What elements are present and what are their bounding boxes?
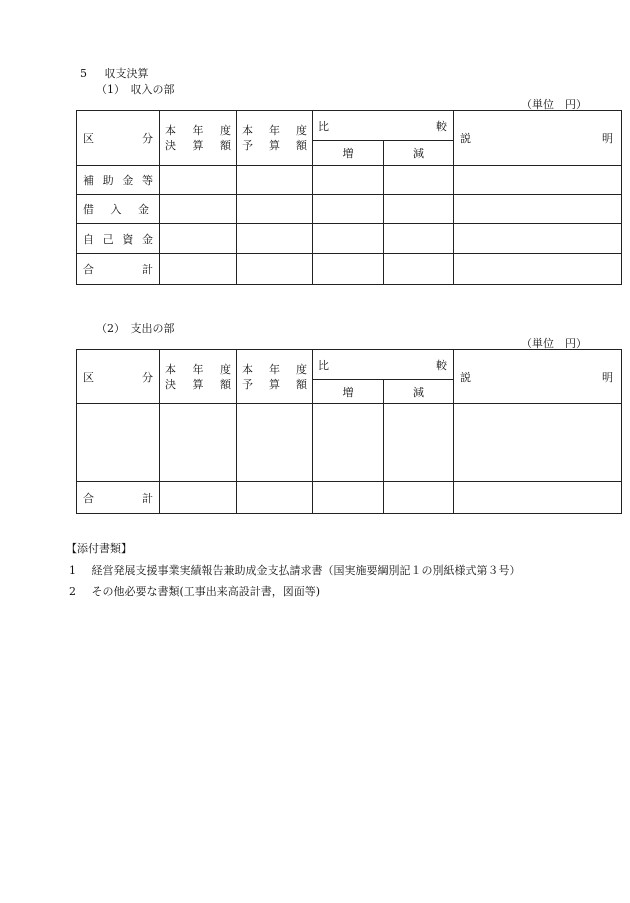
cell: [160, 482, 237, 514]
table-row: [77, 404, 622, 482]
attachment-text: 経営発展支援事業実績報告兼助成金支払請求書（国実施要綱別記１の別紙様式第３号）: [91, 564, 521, 577]
cell: [384, 166, 454, 195]
attachments-heading: 【添付書類】: [66, 542, 132, 555]
header-gen: 減: [384, 141, 454, 166]
cell: [454, 166, 622, 195]
cell: [77, 404, 160, 482]
cell: [237, 254, 313, 285]
header-honnendo-yosan: 本 年 度 予 算 額: [237, 350, 313, 404]
row-label-kariirekin: 借 入 金: [77, 195, 160, 224]
header-honnendo-yosan: 本 年 度 予 算 額: [237, 111, 313, 166]
cell: [454, 482, 622, 514]
cell: [237, 166, 313, 195]
cell: [313, 482, 384, 514]
row-label-goukei: 合 計: [77, 482, 160, 514]
attachment-item: [69, 583, 320, 599]
table-row: [77, 254, 622, 285]
cell: [313, 404, 384, 482]
attachment-number: 2: [69, 585, 76, 598]
cell: [384, 482, 454, 514]
cell: [237, 404, 313, 482]
cell: [313, 166, 384, 195]
cell: [454, 404, 622, 482]
header-kubun: 区 分: [77, 111, 160, 166]
section-title: 収支決算: [104, 67, 149, 80]
expense-table: [76, 349, 622, 514]
income-table: [76, 110, 622, 285]
cell: [313, 195, 384, 224]
header-gen: 減: [384, 380, 454, 404]
cell: [454, 254, 622, 285]
income-label: （1） 収入の部: [96, 83, 175, 96]
row-label-hojokin: 補 助 金 等: [77, 166, 160, 195]
cell: [160, 254, 237, 285]
header-setsumei: 説 明: [454, 350, 622, 404]
cell: [384, 195, 454, 224]
header-zou: 増: [313, 380, 384, 404]
section-number: 5: [80, 67, 87, 80]
cell: [384, 224, 454, 254]
header-setsumei: 説 明: [454, 111, 622, 166]
header-honnendo-kessan: 本 年 度 決 算 額: [160, 350, 237, 404]
header-honnendo-kessan: 本 年 度 決 算 額: [160, 111, 237, 166]
table-row: [77, 482, 622, 514]
expense-label: （2） 支出の部: [96, 322, 175, 335]
income-unit: （単位 円）: [521, 98, 587, 111]
attachment-item: [69, 562, 521, 578]
cell: [160, 224, 237, 254]
cell: [160, 404, 237, 482]
cell: [160, 166, 237, 195]
attachment-number: 1: [69, 564, 76, 577]
table-row: [77, 166, 622, 195]
header-kubun: 区 分: [77, 350, 160, 404]
cell: [454, 195, 622, 224]
cell: [384, 254, 454, 285]
cell: [454, 224, 622, 254]
cell: [313, 224, 384, 254]
table-row: [77, 224, 622, 254]
cell: [313, 254, 384, 285]
row-label-jikoshikin: 自 己 資 金: [77, 224, 160, 254]
cell: [237, 482, 313, 514]
section-heading: [80, 65, 149, 81]
cell: [237, 195, 313, 224]
expense-unit: （単位 円）: [521, 337, 587, 350]
cell: [237, 224, 313, 254]
header-zou: 増: [313, 141, 384, 166]
cell: [160, 195, 237, 224]
row-label-goukei: 合 計: [77, 254, 160, 285]
header-hikaku: 比 較: [313, 350, 454, 380]
attachment-text: その他必要な書類(工事出来高設計書，図面等): [91, 585, 321, 598]
table-row: [77, 195, 622, 224]
header-hikaku: 比 較: [313, 111, 454, 141]
cell: [384, 404, 454, 482]
